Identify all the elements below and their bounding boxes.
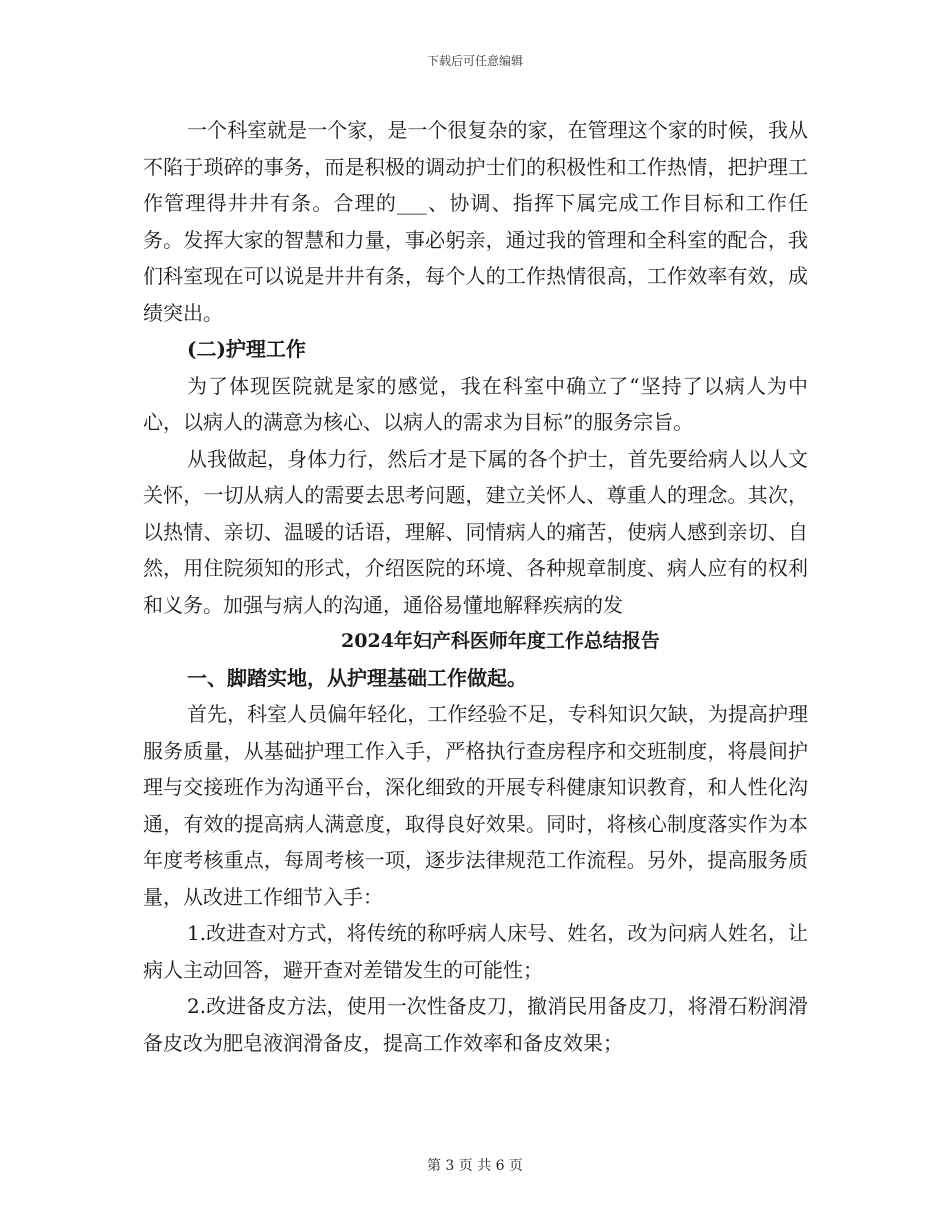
paragraph-basic-nursing: 首先，科室人员偏年轻化，工作经验不足，专科知识欠缺，为提高护理服务质量，从基础护理工作入手，严格执行查房程序和交班制度，将晨间护理与交接班作为沟通平台，深化细致的开展专科健康知识教育，和人性化沟通，有效的提高病人满意度，取得良好效果。同时，将核心制度落实作为本年度考核重点，每周考核一项，逐步法律规范工作流程。另外，提高服务质量，从改进工作细节入手： [143,702,808,909]
paragraph-management: 一个科室就是一个家，是一个很复杂的家，在管理这个家的时候，我从不陷于琐碎的事务，而是积极的调动护士们的积极性和工作热情，把护理工作管理得井井有条。合理的___、协调、指挥下属完成工作目标和工作任务。发挥大家的智慧和力量，事必躬亲，通过我的管理和全科室的配合，我们科室现在可以说是井井有条，每个人的工作热情很高，工作效率有效，成绩突出。 [143,118,808,325]
section-heading-nursing: (二)护理工作 [187,337,306,361]
page-number: 第 3 页 共 6 页 [426,1158,524,1174]
list-item-skin-prep: 2.改进备皮方法，使用一次性备皮刀，撤消民用备皮刀，将滑石粉润滑备皮改为肥皂液润滑备皮，提高工作效率和备皮效果； [143,994,808,1055]
paragraph-humanistic-care: 从我做起，身体力行，然后才是下属的各个护士，首先要给病人以人文关怀，一切从病人的需要去思考问题，建立关怀人、尊重人的理念。其次，以热情、亲切、温暖的话语，理解、同情病人的痛苦，使病人感到亲切、自然，用住院须知的形式，介绍医院的环境、各种规章制度、病人应有的权利和义务。加强与病人的沟通，通俗易懂地解释疾病的发 [143,446,808,617]
paragraph-service-tenet: 为了体现医院就是家的感觉，我在科室中确立了“坚持了以病人为中心，以病人的满意为核心、以病人的需求为目标”的服务宗旨。 [143,373,808,434]
document-body [143,112,808,1061]
list-item-check-method: 1.改进查对方式，将传统的称呼病人床号、姓名，改为问病人姓名，让病人主动回答，避开查对差错发生的可能性； [143,921,808,982]
document-title: 2024年妇产科医师年度工作总结报告 [341,630,660,652]
page-header-note: 下载后可任意编辑 [426,54,523,68]
section-heading-basics: 一、脚踏实地，从护理基础工作做起。 [187,665,527,690]
